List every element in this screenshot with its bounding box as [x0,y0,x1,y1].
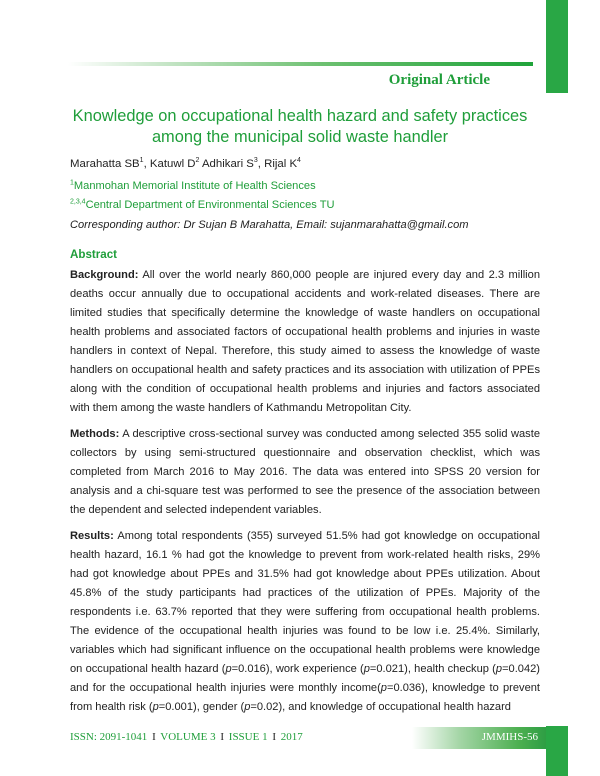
footer-separator: I [272,731,277,743]
corresponding-author: Corresponding author: Dr Sujan B Marahatta, Email: sujanmarahatta@gmail.com [70,219,469,231]
p-symbol: p [152,701,159,713]
background-label: Background: [70,269,139,281]
author-sup: 1 [139,157,144,165]
affiliation-1 [70,180,540,192]
article-type-label: Original Article [388,72,490,88]
results-text: =0.016), work experience ( [231,663,364,675]
page-number-label: JMMIHS-56 [481,731,538,743]
bottom-right-color-bar [546,726,568,776]
top-right-color-bar [546,0,568,93]
p-symbol: p [363,663,370,675]
methods-text: A descriptive cross-sectional survey was conducted among selected 355 solid waste collectors by using semi-structured questionnaire and observation checklist, which was completed from March 2016 to May 2016. The data was entered into SPSS 20 version for analysis and a chi-square test was performed to see the presence of the association between the dependent and selected independent variables. [70,428,540,516]
footer-issue: ISSUE 1 [228,731,268,743]
footer-issn: ISSN: 2091-1041 [70,731,148,743]
footer-separator: I [220,731,225,743]
p-symbol: p [380,682,387,694]
results-text: =0.036), knowledge to prevent from health risk ( [70,682,540,713]
author-name: Marahatta SB [70,158,140,170]
p-symbol: p [225,663,232,675]
author-name: Katuwl D [149,158,196,170]
results-text: =0.02), and knowledge of occupational health hazard [250,701,511,713]
author-name: Adhikari S [201,158,254,170]
results-text: =0.021), health checkup ( [369,663,496,675]
results-text: =0.001), gender ( [158,701,245,713]
author-sup: 2 [195,157,200,165]
p-symbol: p [244,701,251,713]
background-paragraph [70,266,540,418]
affiliation-sup: 1 [70,179,74,187]
affiliation-sup: 2,3,4 [70,198,86,206]
methods-label: Methods: [70,428,120,440]
author-name: Rijal K [264,158,298,170]
p-symbol: p [495,663,503,675]
results-label: Results: [70,530,114,542]
results-text: =0.042) and for the occupational health injuries were monthly income( [70,663,540,694]
author-sup: 4 [297,157,301,165]
abstract-heading: Abstract [70,248,118,261]
page-number-badge [412,727,546,749]
author-sup: 3 [253,157,258,165]
author-list: Marahatta $SB^1$, Katuwl $D^2$ Adhikari $S^3$, Rijal $K^4$ [70,157,301,170]
affiliation-text: Central Department of Environmental Sciences TU [85,199,335,211]
methods-paragraph [70,425,540,520]
header-gradient-rule [68,62,533,66]
article-title: Knowledge on occupational health hazard and safety practices among the municipal solid waste handler [72,107,528,146]
background-text: All over the world nearly 860,000 people are injured every day and 2.3 million deaths occur annually due to occupational accidents and work-related diseases. There are limited studies that specifically determine the knowledge of waste handlers on occupational health problems and associated factors of occupational health problems and injuries in waste handlers in context of Nepal. Therefore, this study aimed to assess the knowledge of waste handlers on occupational health and safety practices and its association with utilization of PPEs along with the condition of occupational health problems and injuries and factors associated with them among the waste handlers of Kathmandu Metropolitan City. [70,269,540,414]
affiliation-2 [70,199,540,211]
footer-separator: I [152,731,156,743]
footer-year: 2017 [280,731,303,743]
results-paragraph [70,527,540,717]
results-text: Among total respondents (355) surveyed 51.5% had got knowledge on occupational health hazard, 16.1 % had got the knowledge to prevent from work-related health risks, 29% had got knowledge about PPEs and 31.5% had got knowledge about PPEs utilization. About 45.8% of the study participants had practices of the utilization of PPEs. Majority of the respondents i.e. 63.7% reported that they were suffering from occupational health problems. The evidence of the occupational health injuries was found to be low i.e. 25.4%. Similarly, variables which had significant influence on the occupational health problems were knowledge on occupational health hazard ( [70,530,540,675]
footer-volume: VOLUME 3 [160,731,216,743]
footer-citation [70,731,303,743]
affiliation-text: Manmohan Memorial Institute of Health Sciences [73,180,316,192]
